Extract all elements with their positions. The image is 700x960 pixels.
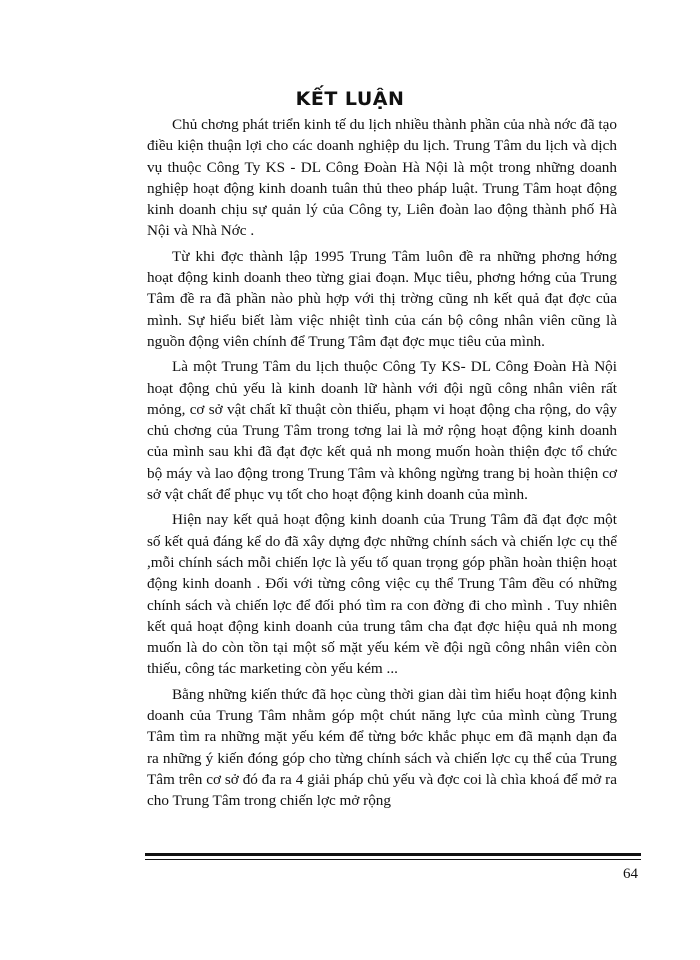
page-number: 64 [623,866,638,882]
paragraph-2: Từ khi đợc thành lập 1995 Trung Tâm luôn đề ra những phơng hớng hoạt động kinh doanh theo từng giai đoạn. Mục tiêu, phơng hớng của Trung Tâm đề ra đã phần nào phù hợp với thị trờng cũng nh kết quả đạt đợc của mình. Sự hiểu biết làm việc nhiệt tình của cán bộ công nhân viên cũng là nguồn động viên chính để Trung Tâm đạt đợc mục tiêu của mình. [147,247,617,350]
paragraph-1: Chủ chơng phát triển kinh tế du lịch nhiều thành phần của nhà nớc đã tạo điều kiện thuận lợi cho các doanh nghiệp du lịch. Trung Tâm du lịch và dịch vụ thuộc Công Ty KS - DL Công Đoàn Hà Nội là một trong những doanh nghiệp hoạt động kinh doanh tuân thủ theo pháp luật. Trung Tâm hoạt động kinh doanh chịu sự quản lý của Công ty, Liên đoàn lao động thành phố Hà Nội và Nhà Nớc . [147,116,617,240]
paragraph-3: Là một Trung Tâm du lịch thuộc Công Ty KS- DL Công Đoàn Hà Nội hoạt động chủ yếu là kinh doanh lữ hành với đội ngũ công nhân viên rất mỏng, cơ sở vật chất kĩ thuật còn thiếu, phạm vi hoạt động cha rộng, do vậy chủ chơng của Trung Tâm trong tơng lai là mở rộng hoạt động kinh doanh của mình sau khi đã đạt đợc kết quả nh mong muốn hoàn thiện đợc tổ chức bộ máy và lao động trong Trung Tâm và không ngừng trang bị hoàn thiện cơ sở vật chất để phục vụ tốt cho hoạt động kinh doanh của mình. [147,358,617,504]
paragraph-5: Bằng những kiến thức đã học cùng thời gian dài tìm hiểu hoạt động kinh doanh của Trung Tâm nhằm góp một chút năng lực của mình cùng Trung Tâm tìm ra những mặt yếu kém để từng bớc khắc phục em đã mạnh dạn đa ra những ý kiến đóng góp cho từng chính sách và chiến lợc cụ thể của Trung Tâm trên cơ sở đó đa ra 4 giải pháp chủ yếu và đợc coi là chìa khoá để mở ra cho Trung Tâm trong chiến lợc mở rộng [147,685,617,810]
page-title: KẾT LUẬN [295,88,405,110]
footer-rule-thin [145,859,641,860]
footer-rule-thick [145,853,641,856]
paragraph-4: Hiện nay kết quả hoạt động kinh doanh của Trung Tâm đã đạt đợc một số kết quả đáng kể do đã xây dựng đợc những chính sách và chiến lợc cụ thể ,mỗi chính sách mỗi chiến lợc là yếu tố quan trọng góp phần hoàn thiện hoạt động kinh doanh . Đối với từng công việc cụ thể Trung Tâm đều có những chính sách và chiến lợc để đối phó tìm ra con đờng đi cho mình . Tuy nhiên kết quả hoạt động kinh doanh của trung tâm cha đạt đợc hiệu quả nh mong muốn là do còn tồn tại một số mặt yếu kém về đội ngũ công nhân viên còn thiếu, công tác marketing còn yếu kém ... [147,511,617,678]
body-text [147,114,617,816]
